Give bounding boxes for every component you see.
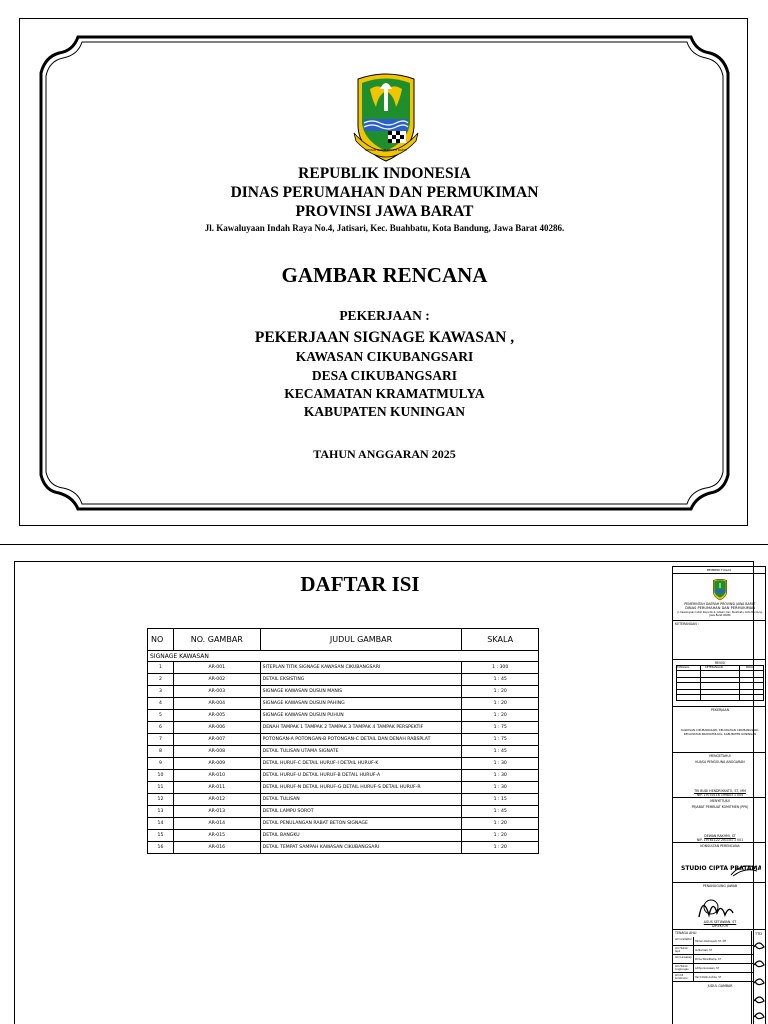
row-scale: 1 : 15 [462,794,539,806]
tb-kpa-nip: NIP. 19750116 199803 1 004 [696,793,744,797]
expert-row [673,955,753,964]
row-scale: 1 : 20 [462,818,539,830]
row-code: AR-012 [173,794,260,806]
row-code: AR-009 [173,758,260,770]
row-scale: 1 : 30 [462,770,539,782]
toc-row [148,746,539,758]
header-address: Jl. Kawaluyaan Indah Raya No.4, Jatisari, Kec. Buahbatu, Kota Bandung, Jawa Barat 40286. [204,223,565,233]
toc-sheet-frame [14,561,763,1024]
expert-name: Prima Wiraditama, ST [695,958,721,961]
row-no: 4 [148,698,174,710]
expert-row [673,973,753,982]
row-code: AR-016 [173,842,260,854]
tb-mengetahui: MENGETAHUI [709,754,731,758]
row-code: AR-010 [173,770,260,782]
row-title: DETAIL TULISAN UTAMA SIGNATE [260,746,462,758]
expert-row [673,937,753,946]
location-kabupaten: KABUPATEN KUNINGAN [303,404,466,419]
expert-name: Aditya Gunawan, ST [695,967,720,970]
row-scale: 1 : 45 [462,806,539,818]
expert-role: Ahli Teknik Lingkungan [675,965,689,971]
row-no: 15 [148,830,174,842]
row-scale: 1 : 300 [462,662,539,674]
jawa-barat-emblem-icon [350,69,422,165]
expert-name: Iis Nurlaeli, ST [695,949,713,952]
tb-kpa-name: TRI BUDI HENDRIYANTO, ST, MM [694,789,746,793]
tb-kuasa: KUASA PENGGUNA ANGGARAN [695,760,745,764]
toc-row [148,710,539,722]
row-scale: 1 : 20 [462,710,539,722]
toc-row [148,686,539,698]
col-no: NO [148,629,174,651]
expert-role: Ahli K3 Konstruksi [675,974,688,980]
tb-rev-col-date: TANGGAL [677,666,690,669]
row-scale: 1 : 30 [462,782,539,794]
row-scale: 1 : 45 [462,674,539,686]
row-scale: 1 : 45 [462,746,539,758]
row-no: 9 [148,758,174,770]
tb-director-name: AGUS SETIAWAN, ST [703,920,737,924]
row-title: DENAH TAMPAK 1 TAMPAK 2 TAMPAK 3 TAMPAK 4 TAMPAK PERSPEKTIF [260,722,462,734]
expert-role: Ahli Arsitektur [675,938,692,941]
tb-project-desc: KAWASAN CIKUBANGSARI, KELURAHAN CIKUBANGSARI, KECAMATAN KRAMATMULYA, KABUPATEN KUNINGAN [681,728,759,736]
row-title: DETAIL HURUF-U DETAIL HURUF-B DETAIL HURUF-A [260,770,462,782]
toc-row [148,698,539,710]
row-title: DETAIL TEMPAT SAMPAH KAWASAN CIKUBANGSARI [260,842,462,854]
row-code: AR-003 [173,686,260,698]
logo-motto: GEMAH RIPAH REPEH RAPIH [365,148,407,152]
row-no: 16 [148,842,174,854]
row-scale: 1 : 30 [462,758,539,770]
row-no: 1 [148,662,174,674]
toc-row [148,770,539,782]
col-skala: SKALA [462,629,539,651]
tb-ppk: PEJABAT PEMBUAT KOMITMEN (PPK) [691,805,749,809]
row-title: DETAIL EKSISTING [260,674,462,686]
toc-title: DAFTAR ISI [300,572,420,596]
tb-judul-gambar: JUDUL GAMBAR [707,984,733,988]
row-title: DETAIL LAMPU SOROT [260,806,462,818]
tb-ppk-nip: NIP. 19781122 201101 1 001 [696,838,744,842]
expert-row [673,946,753,955]
row-no: 7 [148,734,174,746]
pekerjaan-label: PEKERJAAN : [339,308,430,323]
row-title: DETAIL HURUF-N DETAIL HURUF-G DETAIL HURUF-S DETAIL HURUF-R [260,782,462,794]
tb-konsultan: KONSULTAN PERENCANA [700,844,740,848]
toc-row [148,722,539,734]
row-no: 5 [148,710,174,722]
tb-penanggung-row [673,567,765,930]
row-title: SIGNAGE KAWASAN DUSUN MANIS [260,686,462,698]
expert-row [673,964,753,973]
budget-year: TAHUN ANGGARAN 2025 [313,447,456,461]
row-code: AR-013 [173,806,260,818]
tb-pekerjaan: PEKERJAAN [711,708,729,712]
header-republik: REPUBLIK INDONESIA [298,165,471,182]
row-code: AR-006 [173,722,260,734]
tb-penanggung: PENANGGUNG JAWAB [702,884,738,888]
toc-row [148,830,539,842]
tb-revisi: REVISI [714,661,726,665]
toc-row [148,662,539,674]
tb-ttd-column [751,931,765,1024]
tb-ppk-name: DEWAN RAKHMI, ST [704,834,736,838]
tb-rev-col-paraf: PARAF [746,666,755,669]
header-dinas: DINAS PERUMAHAN DAN PERMUKIMAN [230,184,539,201]
tb-pemberi-tugas: PEMBERI TUGAS [706,568,732,572]
col-judul: JUDUL GAMBAR [260,629,462,651]
studio-name: STUDIO CIPTA PRATAMA [681,865,761,872]
tb-owner-line1: PEMERINTAH DAERAH PROVINSI JAWA BARAT [684,602,756,606]
location-desa: DESA CIKUBANGSARI [311,368,458,383]
row-title: DETAIL BANGKU [260,830,462,842]
tb-rev-col-desc: KETERANGAN [705,666,723,669]
toc-row [148,818,539,830]
tb-director-title: DIREKTUR [712,924,728,928]
row-no: 13 [148,806,174,818]
row-no: 11 [148,782,174,794]
location-kecamatan: KECAMATAN KRAMATMULYA [284,386,485,401]
expert-role: Ahli Lansekap [675,956,692,959]
row-no: 12 [148,794,174,806]
row-scale: 1 : 20 [462,830,539,842]
toc-row [148,758,539,770]
row-no: 14 [148,818,174,830]
row-code: AR-008 [173,746,260,758]
row-title: DETAIL TULISAN [260,794,462,806]
row-no: 6 [148,722,174,734]
row-code: AR-004 [173,698,260,710]
toc-row [148,794,539,806]
row-scale: 1 : 20 [462,686,539,698]
toc-table [147,628,539,854]
expert-role: Ahli Teknik Sipil [675,947,688,953]
row-scale: 1 : 20 [462,698,539,710]
toc-sheet [0,544,768,1024]
tb-keterangan: KETERANGAN : [675,622,699,626]
toc-row [148,842,539,854]
cover-sheet [19,18,748,526]
toc-row [148,782,539,794]
header-provinsi: PROVINSI JAWA BARAT [295,203,474,220]
expert-name: Hilman Rismayadi, ST, MT [695,940,727,943]
tb-owner-line2: DINAS PERUMAHAN DAN PERMUKIMAN [685,606,755,610]
tb-ttd: TTD [754,932,763,936]
row-code: AR-014 [173,818,260,830]
toc-header-row [148,629,539,651]
row-title: DETAIL PENULANGAN RABAT BETON SIGNAGE [260,818,462,830]
title-block [672,566,766,1024]
location-kawasan: KAWASAN CIKUBANGSARI [295,349,474,364]
row-code: AR-011 [173,782,260,794]
row-title: DETAIL HURUF-C DETAIL HURUF-I DETAIL HURUF-K [260,758,462,770]
col-no-gambar: NO. GAMBAR [173,629,260,651]
toc-row [148,674,539,686]
row-scale: 1 : 75 [462,734,539,746]
tb-experts-list [673,937,753,982]
toc-row [148,734,539,746]
toc-group-label: SIGNAGE KAWASAN [148,651,539,662]
row-no: 8 [148,746,174,758]
row-title: SIGNAGE KAWASAN DUSUN PUHUN [260,710,462,722]
tb-tenaga-ahli: TENAGA AHLI [675,931,697,935]
row-no: 10 [148,770,174,782]
row-code: AR-005 [173,710,260,722]
document-title: GAMBAR RENCANA [281,263,488,287]
row-title: SITEPLAN TITIK SIGNAGE KAWASAN CIKUBANGSARI [260,662,462,674]
project-name: PEKERJAAN SIGNAGE KAWASAN , [254,329,515,346]
expert-name: Hardi Rizki Andika, ST [695,976,722,979]
row-title: POTONGAN-A POTONGAN-B POTONGAN-C DETAIL DAN DENAH RABSPLAT [260,734,462,746]
row-code: AR-007 [173,734,260,746]
row-title: SIGNAGE KAWASAN DUSUN PAHING [260,698,462,710]
row-code: AR-001 [173,662,260,674]
row-no: 2 [148,674,174,686]
expert-signatures [752,937,766,1024]
toc-group-row [148,651,539,662]
row-code: AR-002 [173,674,260,686]
row-scale: 1 : 20 [462,842,539,854]
tb-menyetujui: MENYETUJUI [710,799,730,803]
row-code: AR-015 [173,830,260,842]
tb-owner-address: Jl. Kawaluyaan Indah Raya No.4, Jatisari, Kec. Buahbatu, Kota Bandung, Jawa Barat 40286 [677,611,763,617]
row-no: 3 [148,686,174,698]
row-scale: 1 : 75 [462,722,539,734]
toc-row [148,806,539,818]
